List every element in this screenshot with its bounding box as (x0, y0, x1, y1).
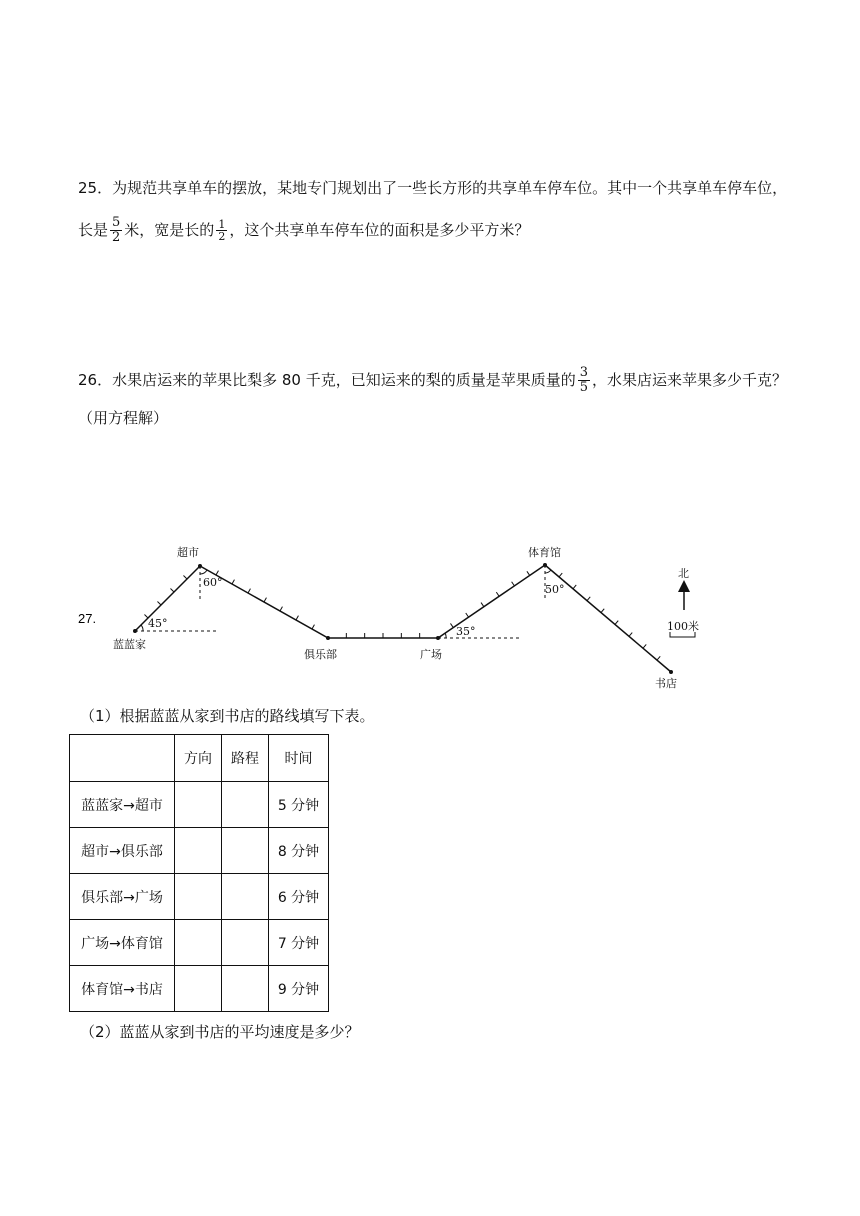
q25-fraction-width: $\frac{1}{2}$ (218, 218, 226, 243)
row-direction-cell[interactable] (175, 782, 222, 828)
scale-tick (450, 623, 453, 627)
label-bookstore: 书店 (655, 677, 677, 690)
scale-label: 100米 (667, 620, 699, 633)
row-time: 8 分钟 (269, 828, 329, 874)
scale-tick (629, 633, 632, 637)
row-route: 广场→体育馆 (70, 920, 175, 966)
row-time: 5 分钟 (269, 782, 329, 828)
scale-tick (573, 585, 576, 589)
scale-tick (657, 656, 660, 660)
scale-tick (527, 571, 530, 575)
scale-tick (264, 598, 266, 602)
scale-tick (312, 625, 314, 629)
segment-stadium-bookstore (545, 565, 671, 672)
row-time: 7 分钟 (269, 920, 329, 966)
angle-35: 35° (456, 625, 476, 638)
reference-lines (135, 565, 545, 638)
table-header-distance: 路程 (222, 735, 269, 782)
label-supermarket: 超市 (177, 546, 199, 559)
scale-tick (232, 580, 234, 584)
table-row (70, 828, 329, 874)
q25-text-c: ，这个共享单车停车位的面积是多少平方米？ (229, 221, 530, 239)
scale-tick (643, 644, 646, 648)
segment-home-supermarket (135, 566, 200, 631)
row-route: 俱乐部→广场 (70, 874, 175, 920)
table-row (70, 920, 329, 966)
scale-tick (216, 571, 218, 575)
scale-tick (157, 601, 161, 605)
row-distance-cell[interactable] (222, 782, 269, 828)
table-row (70, 874, 329, 920)
q25-text-a: 长是 (78, 221, 109, 239)
row-distance-cell[interactable] (222, 874, 269, 920)
row-time: 6 分钟 (269, 874, 329, 920)
scale-tick (466, 613, 469, 617)
row-distance-cell[interactable] (222, 966, 269, 1012)
q25-text-b: 米，宽是长的 (124, 221, 215, 239)
scale-tick (170, 588, 174, 592)
label-square: 广场 (420, 648, 442, 661)
angle-50: 50° (545, 583, 565, 596)
q27-number: 27. (78, 611, 97, 626)
table-header-time: 时间 (269, 735, 329, 782)
q26-line1 (78, 366, 787, 395)
scale-tick (587, 597, 590, 601)
q26-text-b: ，水果店运来苹果多少千克？ (592, 371, 788, 389)
scale-tick (481, 603, 484, 607)
row-direction-cell[interactable] (175, 920, 222, 966)
q26-text-a: 26．水果店运来的苹果比梨多 80 千克，已知运来的梨的质量是苹果质量的 (78, 371, 576, 389)
row-distance-cell[interactable] (222, 920, 269, 966)
q26-fraction: $\frac{3}{5}$ (579, 365, 588, 395)
scale-tick (559, 573, 562, 577)
row-time: 9 分钟 (269, 966, 329, 1012)
route-map (0, 540, 860, 700)
row-direction-cell[interactable] (175, 966, 222, 1012)
scale-tick (496, 592, 499, 596)
q26-line2: （用方程解） (78, 409, 169, 427)
table-header-direction: 方向 (175, 735, 222, 782)
scale-tick (183, 575, 187, 579)
row-direction-cell[interactable] (175, 828, 222, 874)
scale-tick (280, 607, 282, 611)
row-route: 体育馆→书店 (70, 966, 175, 1012)
q25-fraction-length: $\frac{5}{2}$ (112, 215, 121, 245)
scale-tick (512, 582, 515, 586)
label-home: 蓝蓝家 (113, 638, 146, 651)
segment-square-stadium (438, 565, 545, 638)
row-distance-cell[interactable] (222, 828, 269, 874)
scale-tick (615, 621, 618, 625)
table-header-row (70, 735, 329, 782)
row-direction-cell[interactable] (175, 874, 222, 920)
scale-tick (248, 589, 250, 593)
q27-part1: （1）根据蓝蓝从家到书店的路线填写下表。 (80, 707, 375, 725)
scale-tick (296, 616, 298, 620)
label-club: 俱乐部 (304, 648, 337, 661)
table-header-cell (70, 735, 175, 782)
angle-45: 45° (148, 617, 168, 630)
route-table (69, 734, 329, 1012)
table-row (70, 782, 329, 828)
row-route: 超市→俱乐部 (70, 828, 175, 874)
scale-tick (601, 609, 604, 613)
angle-60: 60° (203, 576, 223, 589)
label-stadium: 体育馆 (528, 546, 561, 559)
row-route: 蓝蓝家→超市 (70, 782, 175, 828)
q27-part2: （2）蓝蓝从家到书店的平均速度是多少？ (80, 1023, 360, 1041)
north-label: 北 (678, 567, 689, 580)
q25-line1: 25．为规范共享单车的摆放，某地专门规划出了一些长方形的共享单车停车位。其中一个共享单车停车位， (78, 179, 788, 197)
q25-line2 (78, 216, 529, 245)
table-row (70, 966, 329, 1012)
